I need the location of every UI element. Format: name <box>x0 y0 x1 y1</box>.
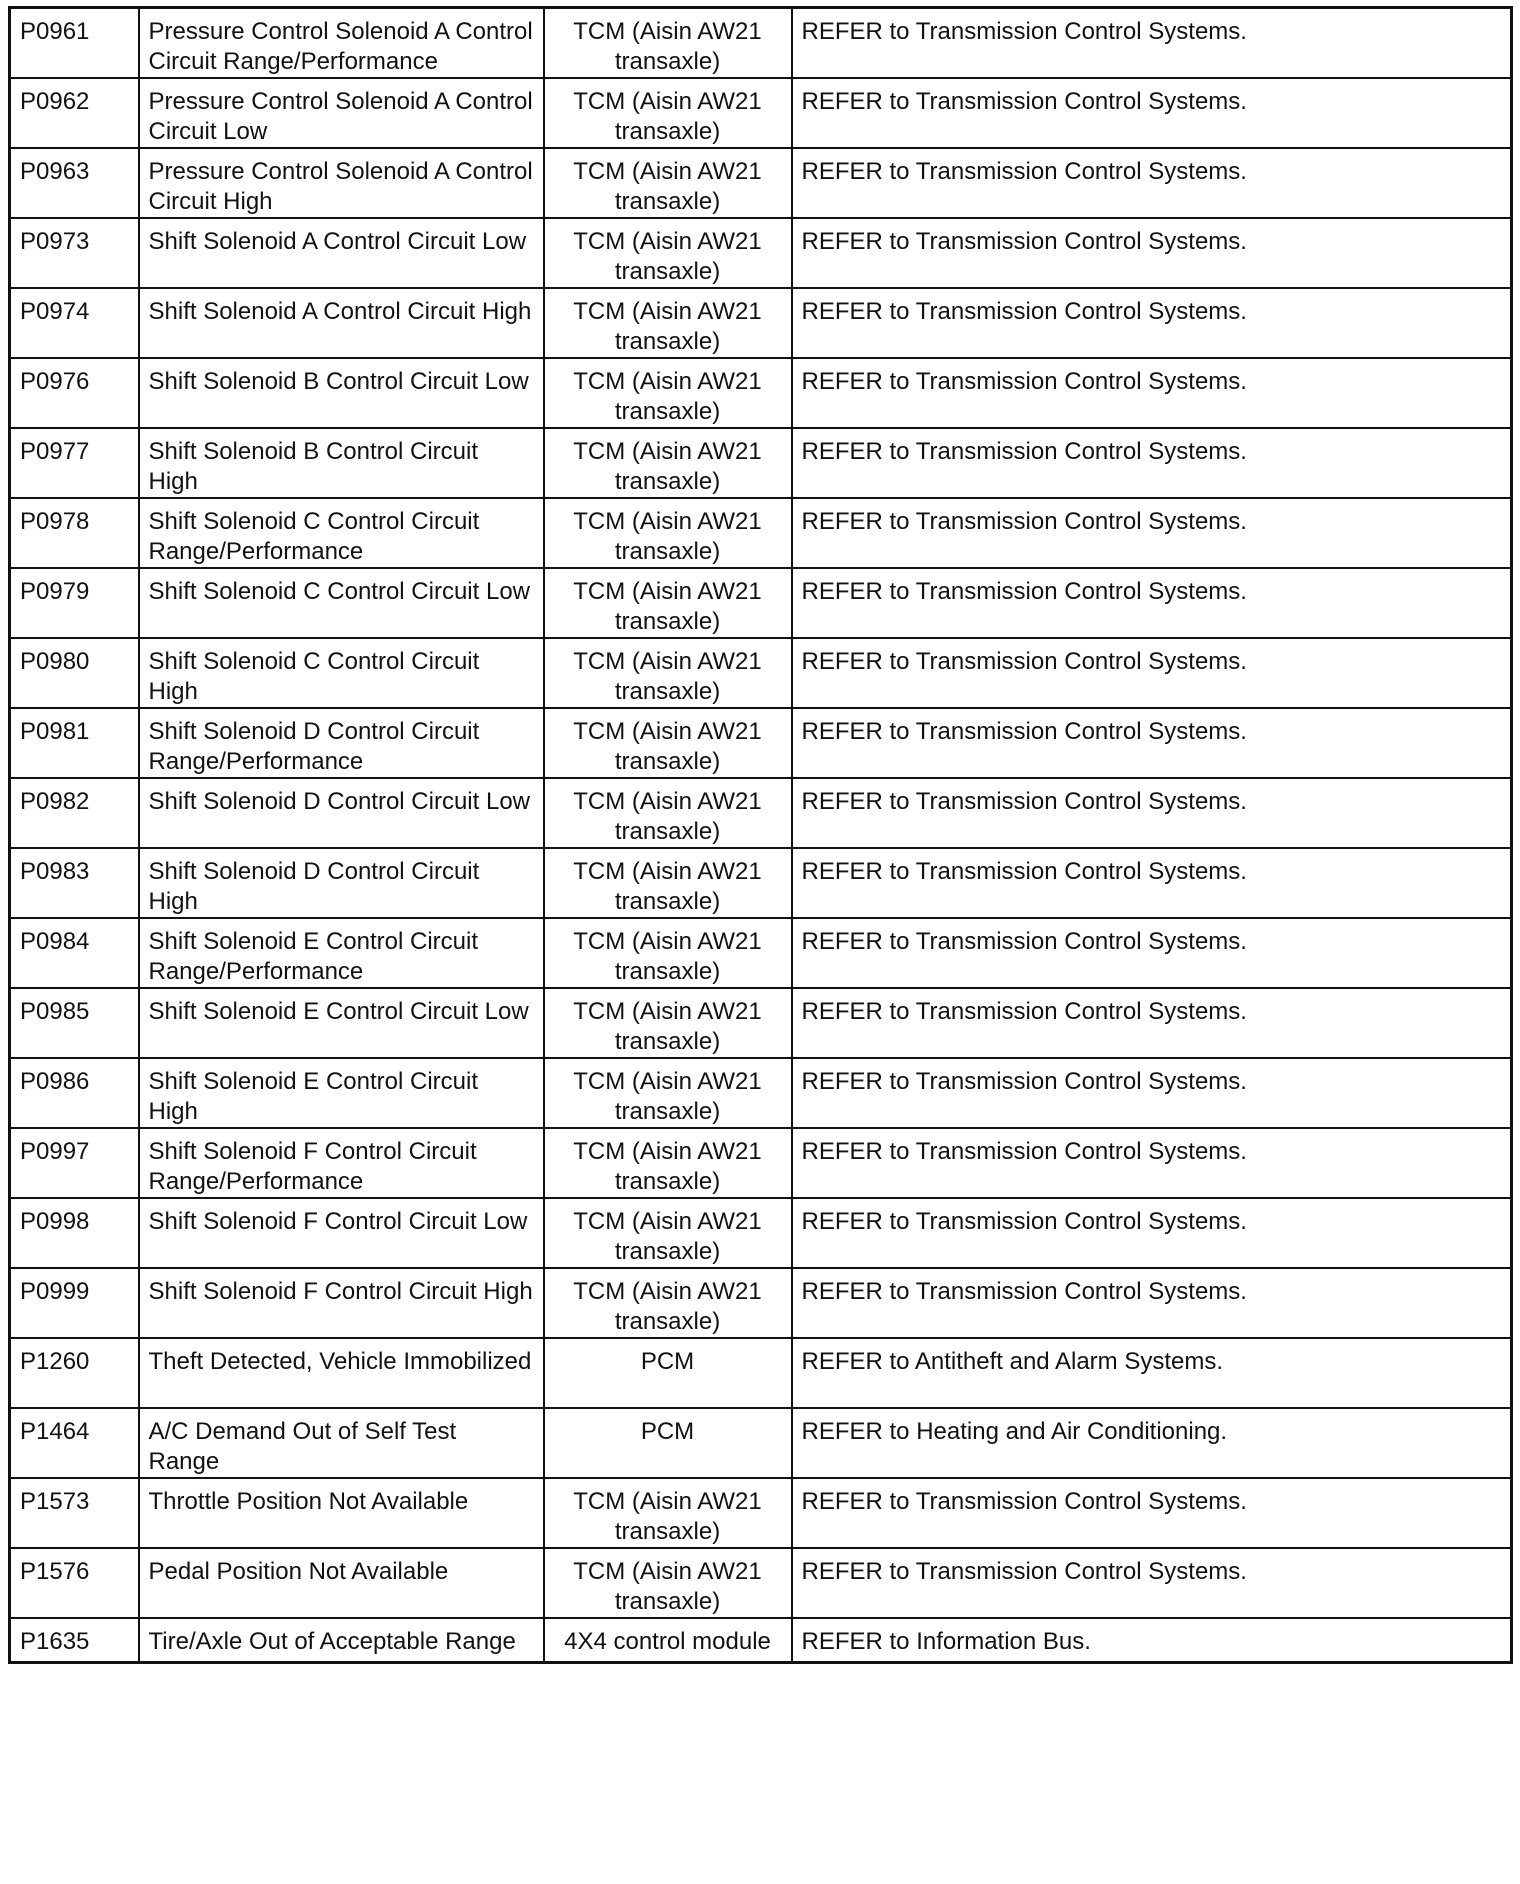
dtc-code-cell <box>10 148 139 218</box>
dtc-code-text: P1464 <box>20 1418 90 1445</box>
dtc-description-cell <box>139 1618 544 1662</box>
dtc-action-cell <box>792 638 1512 708</box>
dtc-module-cell <box>544 1198 792 1268</box>
dtc-action-text: REFER to Transmission Control Systems. <box>801 368 1247 395</box>
dtc-module-text: TCM (Aisin AW21 transaxle) <box>573 1068 762 1125</box>
table-row <box>10 1128 1512 1198</box>
dtc-action-cell <box>792 918 1512 988</box>
dtc-description-cell <box>139 218 544 288</box>
dtc-action-text: REFER to Transmission Control Systems. <box>801 438 1247 465</box>
dtc-module-text: TCM (Aisin AW21 transaxle) <box>573 998 762 1055</box>
dtc-description-text: Shift Solenoid A Control Circuit High <box>148 298 532 325</box>
dtc-module-cell <box>544 1548 792 1618</box>
table-row <box>10 988 1512 1058</box>
dtc-code-text: P0983 <box>20 858 90 885</box>
dtc-action-cell <box>792 1478 1512 1548</box>
dtc-module-cell <box>544 1338 792 1408</box>
dtc-action-text: REFER to Information Bus. <box>801 1628 1091 1655</box>
dtc-code-text: P0997 <box>20 1138 90 1165</box>
table-row <box>10 8 1512 79</box>
dtc-module-text: 4X4 control module <box>564 1628 771 1655</box>
dtc-description-text: Shift Solenoid E Control Circuit Low <box>148 998 529 1025</box>
dtc-code-text: P0973 <box>20 228 90 255</box>
dtc-description-cell <box>139 1338 544 1408</box>
dtc-description-cell <box>139 988 544 1058</box>
dtc-module-text: TCM (Aisin AW21 transaxle) <box>573 1558 762 1615</box>
dtc-code-text: P0962 <box>20 88 90 115</box>
dtc-module-text: TCM (Aisin AW21 transaxle) <box>573 438 762 495</box>
dtc-description-cell <box>139 1058 544 1128</box>
dtc-module-text: TCM (Aisin AW21 transaxle) <box>573 648 762 705</box>
dtc-code-cell <box>10 358 139 428</box>
dtc-action-cell <box>792 498 1512 568</box>
dtc-description-text: Shift Solenoid D Control Circuit High <box>148 858 480 915</box>
table-row <box>10 1408 1512 1478</box>
dtc-code-text: P0963 <box>20 158 90 185</box>
dtc-action-text: REFER to Transmission Control Systems. <box>801 88 1247 115</box>
table-row <box>10 1478 1512 1548</box>
table-row <box>10 1548 1512 1618</box>
dtc-action-cell <box>792 1268 1512 1338</box>
dtc-code-text: P0977 <box>20 438 90 465</box>
dtc-code-text: P1573 <box>20 1488 90 1515</box>
table-row <box>10 778 1512 848</box>
dtc-code-text: P0961 <box>20 18 90 45</box>
dtc-description-cell <box>139 568 544 638</box>
dtc-code-text: P0986 <box>20 1068 90 1095</box>
dtc-description-text: Shift Solenoid E Control Circuit Range/Performance <box>148 928 478 985</box>
dtc-module-cell <box>544 568 792 638</box>
dtc-code-text: P0998 <box>20 1208 90 1235</box>
dtc-code-cell <box>10 1338 139 1408</box>
table-row <box>10 848 1512 918</box>
dtc-action-text: REFER to Transmission Control Systems. <box>801 1208 1247 1235</box>
dtc-module-cell <box>544 918 792 988</box>
dtc-action-cell <box>792 358 1512 428</box>
dtc-action-cell <box>792 1128 1512 1198</box>
dtc-description-cell <box>139 428 544 498</box>
dtc-action-text: REFER to Antitheft and Alarm Systems. <box>801 1348 1223 1375</box>
dtc-description-cell <box>139 638 544 708</box>
dtc-action-text: REFER to Transmission Control Systems. <box>801 18 1247 45</box>
dtc-module-cell <box>544 638 792 708</box>
dtc-action-text: REFER to Transmission Control Systems. <box>801 228 1247 255</box>
dtc-description-cell <box>139 848 544 918</box>
dtc-description-text: Shift Solenoid C Control Circuit Low <box>148 578 531 605</box>
dtc-module-text: TCM (Aisin AW21 transaxle) <box>573 1138 762 1195</box>
dtc-code-cell <box>10 1058 139 1128</box>
dtc-action-text: REFER to Transmission Control Systems. <box>801 648 1247 675</box>
dtc-description-text: Theft Detected, Vehicle Immobilized <box>148 1348 532 1375</box>
dtc-action-cell <box>792 1338 1512 1408</box>
dtc-description-cell <box>139 918 544 988</box>
dtc-code-text: P0981 <box>20 718 90 745</box>
dtc-action-text: REFER to Transmission Control Systems. <box>801 1558 1247 1585</box>
dtc-module-text: TCM (Aisin AW21 transaxle) <box>573 1488 762 1545</box>
dtc-description-cell <box>139 8 544 79</box>
dtc-description-cell <box>139 1548 544 1618</box>
dtc-module-cell <box>544 1618 792 1662</box>
dtc-code-text: P0999 <box>20 1278 90 1305</box>
table-row <box>10 568 1512 638</box>
table-row <box>10 638 1512 708</box>
dtc-action-cell <box>792 78 1512 148</box>
dtc-module-text: TCM (Aisin AW21 transaxle) <box>573 228 762 285</box>
dtc-module-cell <box>544 498 792 568</box>
dtc-action-cell <box>792 778 1512 848</box>
dtc-action-cell <box>792 288 1512 358</box>
dtc-action-text: REFER to Transmission Control Systems. <box>801 1068 1247 1095</box>
dtc-table-body <box>10 8 1512 1663</box>
dtc-description-text: Pressure Control Solenoid A Control Circuit Low <box>148 88 533 145</box>
dtc-code-cell <box>10 778 139 848</box>
dtc-module-text: TCM (Aisin AW21 transaxle) <box>573 578 762 635</box>
dtc-module-text: TCM (Aisin AW21 transaxle) <box>573 298 762 355</box>
dtc-code-cell <box>10 1198 139 1268</box>
dtc-description-cell <box>139 778 544 848</box>
dtc-description-cell <box>139 288 544 358</box>
table-row <box>10 218 1512 288</box>
dtc-action-cell <box>792 1058 1512 1128</box>
dtc-action-text: REFER to Transmission Control Systems. <box>801 158 1247 185</box>
dtc-description-text: Shift Solenoid B Control Circuit High <box>148 438 478 495</box>
dtc-description-cell <box>139 708 544 778</box>
dtc-action-text: REFER to Transmission Control Systems. <box>801 508 1247 535</box>
table-row <box>10 148 1512 218</box>
dtc-module-cell <box>544 288 792 358</box>
dtc-code-text: P1635 <box>20 1628 90 1655</box>
dtc-description-text: Shift Solenoid A Control Circuit Low <box>148 228 527 255</box>
dtc-module-text: TCM (Aisin AW21 transaxle) <box>573 1208 762 1265</box>
table-row <box>10 1268 1512 1338</box>
dtc-action-text: REFER to Heating and Air Conditioning. <box>801 1418 1228 1445</box>
dtc-description-cell <box>139 1478 544 1548</box>
dtc-action-text: REFER to Transmission Control Systems. <box>801 1138 1247 1165</box>
dtc-description-cell <box>139 78 544 148</box>
dtc-code-cell <box>10 1478 139 1548</box>
table-row <box>10 498 1512 568</box>
dtc-module-cell <box>544 78 792 148</box>
dtc-module-cell <box>544 148 792 218</box>
dtc-code-text: P0984 <box>20 928 90 955</box>
dtc-code-cell <box>10 918 139 988</box>
dtc-description-text: Shift Solenoid B Control Circuit Low <box>148 368 529 395</box>
dtc-description-cell <box>139 1408 544 1478</box>
dtc-code-cell <box>10 1548 139 1618</box>
dtc-description-text: Pressure Control Solenoid A Control Circuit High <box>148 158 533 215</box>
table-row <box>10 78 1512 148</box>
dtc-action-text: REFER to Transmission Control Systems. <box>801 928 1247 955</box>
dtc-module-text: TCM (Aisin AW21 transaxle) <box>573 928 762 985</box>
dtc-module-cell <box>544 358 792 428</box>
dtc-module-cell <box>544 8 792 79</box>
dtc-code-cell <box>10 218 139 288</box>
dtc-code-cell <box>10 428 139 498</box>
dtc-module-text: TCM (Aisin AW21 transaxle) <box>573 18 762 75</box>
dtc-action-cell <box>792 1198 1512 1268</box>
dtc-code-cell <box>10 638 139 708</box>
dtc-module-cell <box>544 848 792 918</box>
dtc-action-cell <box>792 848 1512 918</box>
dtc-action-text: REFER to Transmission Control Systems. <box>801 788 1247 815</box>
dtc-code-text: P1576 <box>20 1558 90 1585</box>
dtc-description-text: Shift Solenoid C Control Circuit High <box>148 648 480 705</box>
dtc-module-cell <box>544 218 792 288</box>
dtc-action-text: REFER to Transmission Control Systems. <box>801 298 1247 325</box>
dtc-action-cell <box>792 428 1512 498</box>
dtc-description-cell <box>139 498 544 568</box>
dtc-code-cell <box>10 1268 139 1338</box>
dtc-action-text: REFER to Transmission Control Systems. <box>801 998 1247 1025</box>
dtc-code-cell <box>10 568 139 638</box>
dtc-module-cell <box>544 428 792 498</box>
dtc-code-cell <box>10 1408 139 1478</box>
dtc-table <box>8 6 1513 1664</box>
dtc-module-cell <box>544 1128 792 1198</box>
table-row <box>10 1338 1512 1408</box>
dtc-module-cell <box>544 708 792 778</box>
dtc-description-cell <box>139 358 544 428</box>
dtc-module-cell <box>544 778 792 848</box>
dtc-description-text: Shift Solenoid F Control Circuit Range/Performance <box>148 1138 477 1195</box>
dtc-description-text: Tire/Axle Out of Acceptable Range <box>148 1628 516 1655</box>
table-row <box>10 1618 1512 1662</box>
dtc-module-cell <box>544 988 792 1058</box>
dtc-action-cell <box>792 8 1512 79</box>
dtc-code-cell <box>10 848 139 918</box>
dtc-code-text: P0979 <box>20 578 90 605</box>
dtc-code-cell <box>10 1618 139 1662</box>
dtc-action-text: REFER to Transmission Control Systems. <box>801 578 1247 605</box>
dtc-module-text: TCM (Aisin AW21 transaxle) <box>573 718 762 775</box>
dtc-code-cell <box>10 498 139 568</box>
dtc-code-text: P0980 <box>20 648 90 675</box>
table-row <box>10 708 1512 778</box>
table-row <box>10 1058 1512 1128</box>
dtc-description-text: Pedal Position Not Available <box>148 1558 449 1585</box>
dtc-code-text: P1260 <box>20 1348 90 1375</box>
dtc-description-text: Shift Solenoid C Control Circuit Range/Performance <box>148 508 480 565</box>
dtc-code-text: P0982 <box>20 788 90 815</box>
dtc-action-cell <box>792 988 1512 1058</box>
dtc-module-text: TCM (Aisin AW21 transaxle) <box>573 158 762 215</box>
dtc-action-cell <box>792 218 1512 288</box>
dtc-description-cell <box>139 1128 544 1198</box>
dtc-code-cell <box>10 1128 139 1198</box>
dtc-module-cell <box>544 1058 792 1128</box>
dtc-module-text: TCM (Aisin AW21 transaxle) <box>573 88 762 145</box>
dtc-code-cell <box>10 8 139 79</box>
dtc-description-text: Shift Solenoid F Control Circuit Low <box>148 1208 528 1235</box>
dtc-description-text: Shift Solenoid D Control Circuit Low <box>148 788 531 815</box>
dtc-code-text: P0974 <box>20 298 90 325</box>
dtc-code-text: P0978 <box>20 508 90 535</box>
dtc-description-text: Throttle Position Not Available <box>148 1488 469 1515</box>
dtc-module-cell <box>544 1408 792 1478</box>
table-row <box>10 358 1512 428</box>
dtc-action-text: REFER to Transmission Control Systems. <box>801 1488 1247 1515</box>
dtc-description-text: Shift Solenoid E Control Circuit High <box>148 1068 478 1125</box>
dtc-action-cell <box>792 708 1512 778</box>
table-row <box>10 288 1512 358</box>
dtc-action-cell <box>792 1408 1512 1478</box>
dtc-description-cell <box>139 1198 544 1268</box>
dtc-description-text: Shift Solenoid D Control Circuit Range/Performance <box>148 718 480 775</box>
dtc-description-cell <box>139 1268 544 1338</box>
dtc-module-text: TCM (Aisin AW21 transaxle) <box>573 508 762 565</box>
dtc-action-cell <box>792 568 1512 638</box>
dtc-action-text: REFER to Transmission Control Systems. <box>801 858 1247 885</box>
dtc-module-text: TCM (Aisin AW21 transaxle) <box>573 858 762 915</box>
dtc-action-cell <box>792 1548 1512 1618</box>
dtc-action-cell <box>792 148 1512 218</box>
dtc-action-text: REFER to Transmission Control Systems. <box>801 1278 1247 1305</box>
table-row <box>10 1198 1512 1268</box>
document-page <box>8 6 1510 1664</box>
dtc-description-text: A/C Demand Out of Self Test Range <box>148 1418 457 1475</box>
dtc-action-text: REFER to Transmission Control Systems. <box>801 718 1247 745</box>
dtc-description-cell <box>139 148 544 218</box>
dtc-action-cell <box>792 1618 1512 1662</box>
dtc-description-text: Pressure Control Solenoid A Control Circuit Range/Performance <box>148 18 533 75</box>
dtc-code-cell <box>10 288 139 358</box>
dtc-code-text: P0985 <box>20 998 90 1025</box>
dtc-module-text: PCM <box>640 1348 695 1375</box>
dtc-code-cell <box>10 78 139 148</box>
dtc-module-cell <box>544 1268 792 1338</box>
dtc-code-cell <box>10 708 139 778</box>
dtc-description-text: Shift Solenoid F Control Circuit High <box>148 1278 533 1305</box>
dtc-module-cell <box>544 1478 792 1548</box>
dtc-code-text: P0976 <box>20 368 90 395</box>
dtc-module-text: PCM <box>640 1418 695 1445</box>
table-row <box>10 428 1512 498</box>
dtc-module-text: TCM (Aisin AW21 transaxle) <box>573 1278 762 1335</box>
table-row <box>10 918 1512 988</box>
dtc-module-text: TCM (Aisin AW21 transaxle) <box>573 788 762 845</box>
dtc-module-text: TCM (Aisin AW21 transaxle) <box>573 368 762 425</box>
dtc-code-cell <box>10 988 139 1058</box>
